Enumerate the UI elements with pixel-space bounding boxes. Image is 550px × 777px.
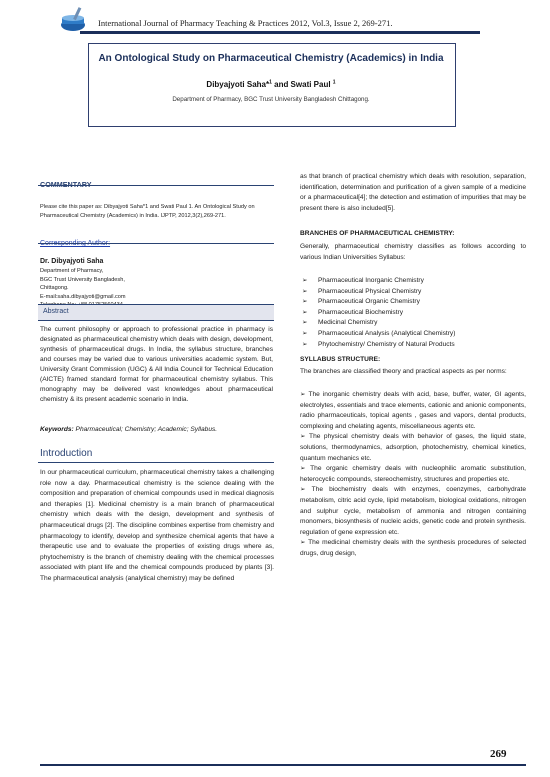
- list-item: ➢ The medicinal chemistry deals with the synthesis procedures of selected drugs, drug design,: [300, 539, 527, 557]
- page-number: 269: [490, 748, 507, 760]
- list-item: ➢ Pharmaceutical Inorganic Chemistry: [300, 276, 526, 287]
- journal-citation-line: International Journal of Pharmacy Teaching & Practices 2012, Vol.3, Issue 2, 269-271.: [98, 18, 393, 28]
- list-item: ➢ Pharmaceutical Physical Chemistry: [300, 287, 526, 298]
- list-item: ➢ Phytochemistry/ Chemistry of Natural Products: [300, 340, 526, 351]
- author-contact: Dr. Dibyajyoti Saha Department of Pharmacy, BGC Trust University Bangladesh, Chittagong. E-mail:saha.dibyajyoti@gmail.com: [40, 256, 273, 310]
- syllabus-intro: The branches are classified theory and practical aspects as per norms:: [300, 368, 507, 375]
- branches-list: [300, 276, 526, 350]
- arrow-bullet-icon: ➢: [300, 433, 310, 441]
- authors: Dibyajyoti Saha*$^1$ and Swati Paul $^1$: [206, 79, 336, 89]
- header-rule: [80, 31, 480, 34]
- list-item: ➢ Pharmaceutical Organic Chemistry: [300, 297, 526, 308]
- right-lead-text: as that branch of practical chemistry which deals with resolution, separation, identification, determination and purification of a given sample of a medicine or a pharmaceutical[4]; the detection and estimation of impurities that may be present there is also included[5].: [300, 173, 526, 212]
- introduction-text: In our pharmaceutical curriculum, pharmaceutical chemistry takes a challenging role now a day. Pharmaceutical chemistry is the science dealing with the composition and preparation of chemical compounds used in medical diagnosis and therapies [1]. Medicinal chemistry is a main branch of pharmaceutical chemistry which deals with the design, development and synthesis of pharmaceutical drugs [2]. The discipline combines expertise from chemistry and pharmacology to identify, develop and synthesize chemical agents that have a therapeutic use and to evaluate the properties of existing drugs where as, phytochemistry is the branch of chemistry dealing with the chemical processes associated with plant life and the chemical compounds produced by plants [3]. The pharmaceutical analysis (analytical chemistry) may be defined: [40, 469, 274, 582]
- list-item: ➢ Medicinal Chemistry: [300, 318, 526, 329]
- branches-intro: Generally, pharmaceutical chemistry classifies as follows according to various Indian Universities Syllabus:: [300, 243, 526, 261]
- arrow-bullet-icon: ➢: [300, 539, 309, 547]
- abstract-rule: [38, 320, 274, 321]
- arrow-bullet-icon: ➢: [300, 391, 309, 398]
- list-item: ➢ Pharmaceutical Biochemistry: [300, 308, 526, 319]
- introduction-heading: Introduction: [40, 448, 93, 459]
- footer-rule: [40, 764, 526, 766]
- keywords: Keywords: Pharmaceutical; Chemistry; Academic; Syllabus.: [40, 426, 218, 433]
- abstract-header: Abstract: [38, 304, 274, 320]
- list-item: ➢ The inorganic chemistry deals with acid, base, buffer, water, GI agents, electrolytes, essentials and trace elements, cationic and anionic components, radio pharmaceuticals, topical agents , gases and vapors, dental products, complexing and chelating agents, miscellaneous agents etc.: [300, 391, 526, 430]
- arrow-bullet-icon: ➢: [300, 486, 312, 494]
- syllabus-points: [300, 390, 526, 560]
- list-item: ➢ Pharmaceutical Analysis (Analytical Chemistry): [300, 329, 526, 340]
- corresponding-author-link[interactable]: [40, 232, 273, 250]
- list-item: ➢ The biochemistry deals with enzymes, coenzymes, carbohydrate metabolism, citric acid cycle, lipid metabolism, biological oxidations, nitrogen and sulphur cycle, metabolism of ammonia and nitrogen containing monomers, biosynthesis of nucleic acids, genetic code and protein synthesis. regulation of gene expression etc.: [300, 486, 526, 536]
- list-item: ➢ The organic chemistry deals with nucleophilic aromatic substitution, heterocyclic compounds, stereochemistry, structures and properties etc.: [300, 465, 526, 483]
- commentary-rule: [38, 185, 274, 186]
- list-item: ➢ The physical chemistry deals with behavior of gases, the liquid state, solutions, thermodynamics, adsorption, photochemistry, chemical kinetics, quantum mechanics etc.: [300, 433, 526, 462]
- commentary-label: [40, 174, 273, 192]
- branches-heading: BRANCHES OF PHARMACEUTICAL CHEMISTRY:: [300, 230, 455, 237]
- affiliation: Department of Pharmacy, BGC Trust University Bangladesh Chittagong.: [172, 96, 370, 103]
- paper-title: An Ontological Study on Pharmaceutical Chemistry (Academics) in India: [98, 53, 444, 64]
- abstract-text: The current philosophy or approach to professional practice in pharmacy is designated as pharmaceutical chemistry which deals with design, development, synthesis of pharmaceutical drugs. In India, the syllabus structure, branches and courses may be varied due to various universities academic system. But, University Grant Commission (UGC) & All India Council for Technical Education (AICTE) framed standard format for pharmaceutical chemistry syllabus. This monography may be delivered vast knowledges about pharmaceutical chemistry & its present academic scenario in India.: [40, 326, 273, 403]
- intro-rule: [38, 462, 274, 463]
- citation-note: Please cite this paper as: Dibyajyoti Saha*1 and Swati Paul 1. An Ontological Study on Pharmaceutical Chemistry (Academics) in India. IJPTP, 2012,3(2),269-271.: [40, 204, 255, 219]
- syllabus-heading: SYLLABUS STRUCTURE:: [300, 356, 381, 363]
- arrow-bullet-icon: ➢: [300, 465, 311, 473]
- email: E-mail:saha.dibyajyoti@gmail.com: [40, 293, 126, 300]
- corresponding-rule: [38, 243, 274, 244]
